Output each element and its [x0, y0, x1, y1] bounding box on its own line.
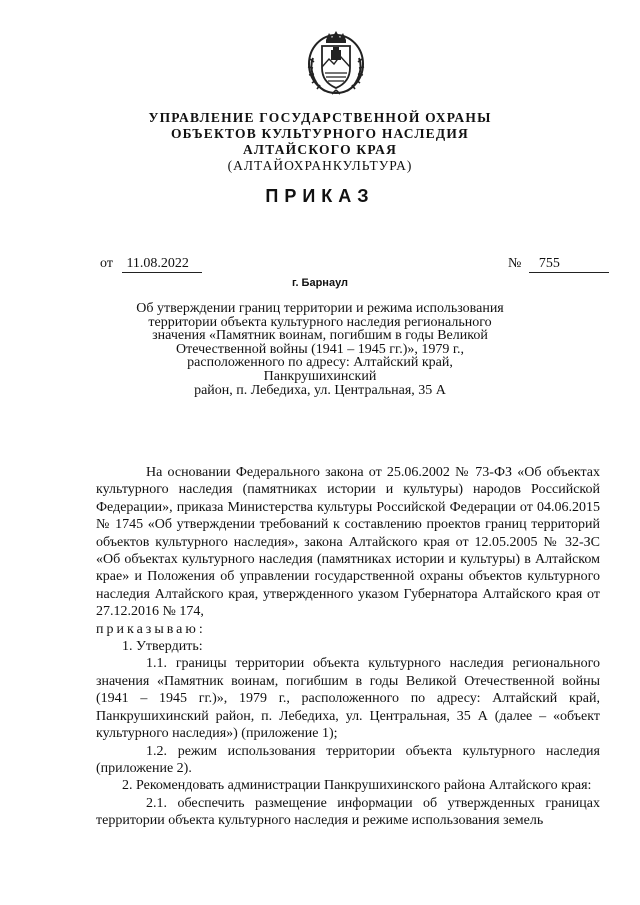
clause-1: 1. Утвердить:: [122, 639, 203, 655]
document-subject: [130, 302, 510, 397]
org-name-line-2: ОБЪЕКТОВ КУЛЬТУРНОГО НАСЛЕДИЯ: [170, 126, 470, 141]
subject-line: расположенного по адресу: Алтайский край, Панкрушихинский: [187, 355, 453, 384]
clause-2-1: 2.1. обеспечить размещение информации об утвержденных границах территории объекта культурного наследия и режиме использования земель: [96, 795, 600, 829]
subject-line: территории объекта культурного наследия регионального: [148, 314, 492, 330]
org-name-line-1: УПРАВЛЕНИЕ ГОСУДАРСТВЕННОЙ ОХРАНЫ: [148, 110, 492, 125]
clause-2: 2. Рекомендовать администрации Панкрушихинского района Алтайского края:: [122, 778, 592, 794]
city-label: г. Барнаул: [291, 277, 349, 289]
org-name-line-3: АЛТАЙСКОГО КРАЯ: [242, 142, 398, 157]
document-date: 11.08.2022: [122, 256, 202, 273]
document-type-title: ПРИКАЗ: [265, 186, 375, 206]
subject-line: значения «Памятник воинам, погибшим в годы Великой: [152, 328, 488, 344]
preamble-paragraph: На основании Федерального закона от 25.06.2002 № 73-ФЗ «Об объектах культурного наследия (памятниках истории и культуры) народов Российской Федерации», приказа Министерства культуры Российской Федерации от 04.06.2015 № 1745 «Об утверждении требований к составлению проектов границ территорий объектов культурного наследия», закона Алтайского края от 12.05.2005 № 32-ЗС «Об объектах культурного наследия (памятниках истории и культуры) в Алтайском крае» и Положения об управлении государственной охраны объектов культурного наследия Алтайского края, утвержденного указом Губернатора Алтайского края от 27.12.2016 № 174,: [96, 465, 600, 620]
subject-line: Отечественной войны (1941 – 1945 гг.)», 1979 г.,: [175, 341, 465, 357]
org-short-name: (АЛТАЙОХРАНКУЛЬТУРА): [227, 158, 413, 173]
subject-line: район, п. Лебедиха, ул. Центральная, 35 А: [194, 382, 446, 398]
number-prefix: №: [508, 256, 522, 271]
document-number: 755: [529, 256, 609, 273]
date-field: [100, 256, 202, 273]
subject-line: Об утверждении границ территории и режима использования: [136, 301, 504, 316]
altai-krai-coat-of-arms-icon: [305, 28, 367, 96]
document-body: [96, 464, 600, 830]
number-field: [508, 256, 609, 273]
date-prefix: от: [100, 256, 113, 271]
clause-1-2: 1.2. режим использования территории объекта культурного наследия (приложение 2).: [96, 743, 600, 776]
clause-1-1: 1.1. границы территории объекта культурного наследия регионального значения «Памятник воинам, погибшим в годы Великой Отечественной войны (1941 – 1945 гг.)», 1979 г., расположенного по адресу: Алтайский край, Панкрушихинский район, п. Лебедиха, ул. Центральная, 35 А (далее – «объект культурного наследия») (приложение 1);: [96, 656, 600, 742]
decree-word: приказываю:: [96, 621, 206, 637]
